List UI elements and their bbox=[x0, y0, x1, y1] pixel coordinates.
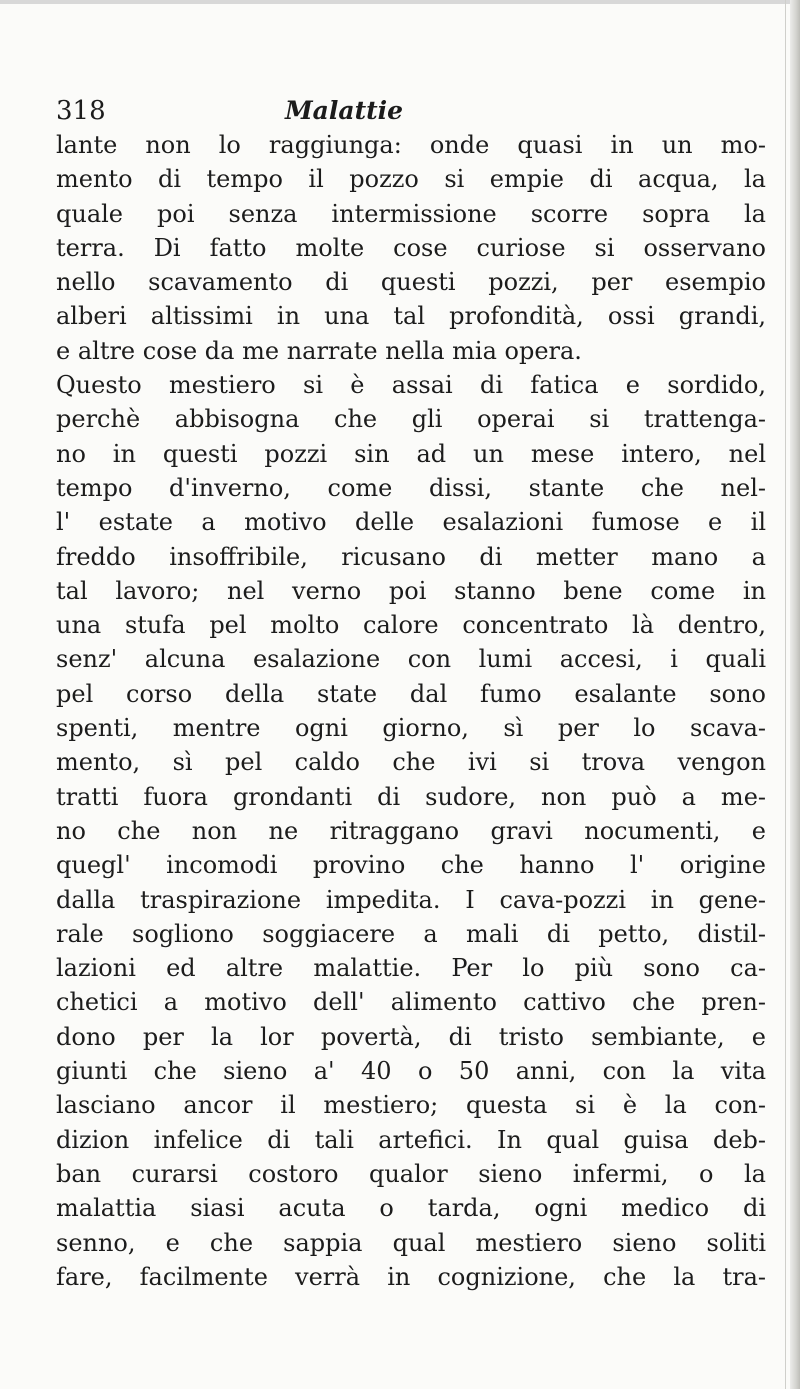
text-line: ban curarsi costoro qualor sieno infermi, o la bbox=[56, 1159, 766, 1188]
text-line: tal lavoro; nel verno poi stanno bene come in bbox=[56, 576, 766, 605]
text-line: una stufa pel molto calore concentrato là dentro, bbox=[56, 611, 766, 640]
text-line: dizion infelice di tali artefici. In qual guisa deb- bbox=[56, 1125, 766, 1154]
text-line: tratti fuora grondanti di sudore, non può a me- bbox=[56, 782, 766, 811]
text-line: pel corso della state dal fumo esalante sono bbox=[56, 679, 766, 708]
text-line: senno, e che sappia qual mestiero sieno soliti bbox=[56, 1228, 766, 1257]
page-number: 318 bbox=[56, 96, 106, 126]
text-line: Questo mestiero si è assai di fatica e sordido, bbox=[56, 371, 766, 400]
text-line: mento, sì pel caldo che ivi si trova vengon bbox=[56, 748, 766, 777]
text-line: chetici a motivo dell' alimento cattivo che pren- bbox=[56, 988, 766, 1017]
text-line: quale poi senza intermissione scorre sopra la bbox=[56, 199, 766, 228]
text-line: fare, facilmente verrà in cognizione, che la tra- bbox=[56, 1262, 766, 1291]
text-line: no in questi pozzi sin ad un mese intero, nel bbox=[56, 439, 766, 468]
page-header bbox=[56, 94, 756, 128]
text-line: mento di tempo il pozzo si empie di acqua, la bbox=[56, 165, 766, 194]
text-line: spenti, mentre ogni giorno, sì per lo scava- bbox=[56, 714, 766, 743]
text-line: malattia siasi acuta o tarda, ogni medico di bbox=[56, 1194, 766, 1223]
body-text bbox=[56, 128, 766, 1294]
text-line: freddo insoffribile, ricusano di metter mano a bbox=[56, 542, 766, 571]
running-head: Malattie bbox=[285, 96, 404, 125]
text-line: nello scavamento di questi pozzi, per esempio bbox=[56, 268, 766, 297]
text-line: rale sogliono soggiacere a mali di petto, distil- bbox=[56, 919, 766, 948]
text-line: l' estate a motivo delle esalazioni fumose e il bbox=[56, 508, 766, 537]
text-line: quegl' incomodi provino che hanno l' origine bbox=[56, 851, 766, 880]
text-line: lazioni ed altre malattie. Per lo più sono ca- bbox=[56, 954, 766, 983]
text-line: dono per la lor povertà, di tristo sembiante, e bbox=[56, 1022, 766, 1051]
text-line: giunti che sieno a' 40 o 50 anni, con la vita bbox=[56, 1057, 766, 1086]
text-line: terra. Di fatto molte cose curiose si osservano bbox=[56, 233, 766, 262]
page-top-edge bbox=[0, 0, 800, 4]
page-edge-line bbox=[785, 0, 786, 1389]
page-binding-edge bbox=[790, 0, 800, 1389]
text-line: senz' alcuna esalazione con lumi accesi, i quali bbox=[56, 645, 766, 674]
text-line: alberi altissimi in una tal profondità, ossi grandi, bbox=[56, 302, 766, 331]
text-line: dalla traspirazione impedita. I cava-pozzi in gene- bbox=[56, 885, 766, 914]
text-line: no che non ne ritraggano gravi nocumenti, e bbox=[56, 816, 766, 845]
text-line: perchè abbisogna che gli operai si trattenga- bbox=[56, 405, 766, 434]
text-line: tempo d'inverno, come dissi, stante che nel- bbox=[56, 473, 766, 502]
text-line: e altre cose da me narrate nella mia opera. bbox=[56, 336, 582, 365]
text-line: lasciano ancor il mestiero; questa si è la con- bbox=[56, 1091, 766, 1120]
text-line: lante non lo raggiunga: onde quasi in un mo- bbox=[56, 131, 766, 159]
